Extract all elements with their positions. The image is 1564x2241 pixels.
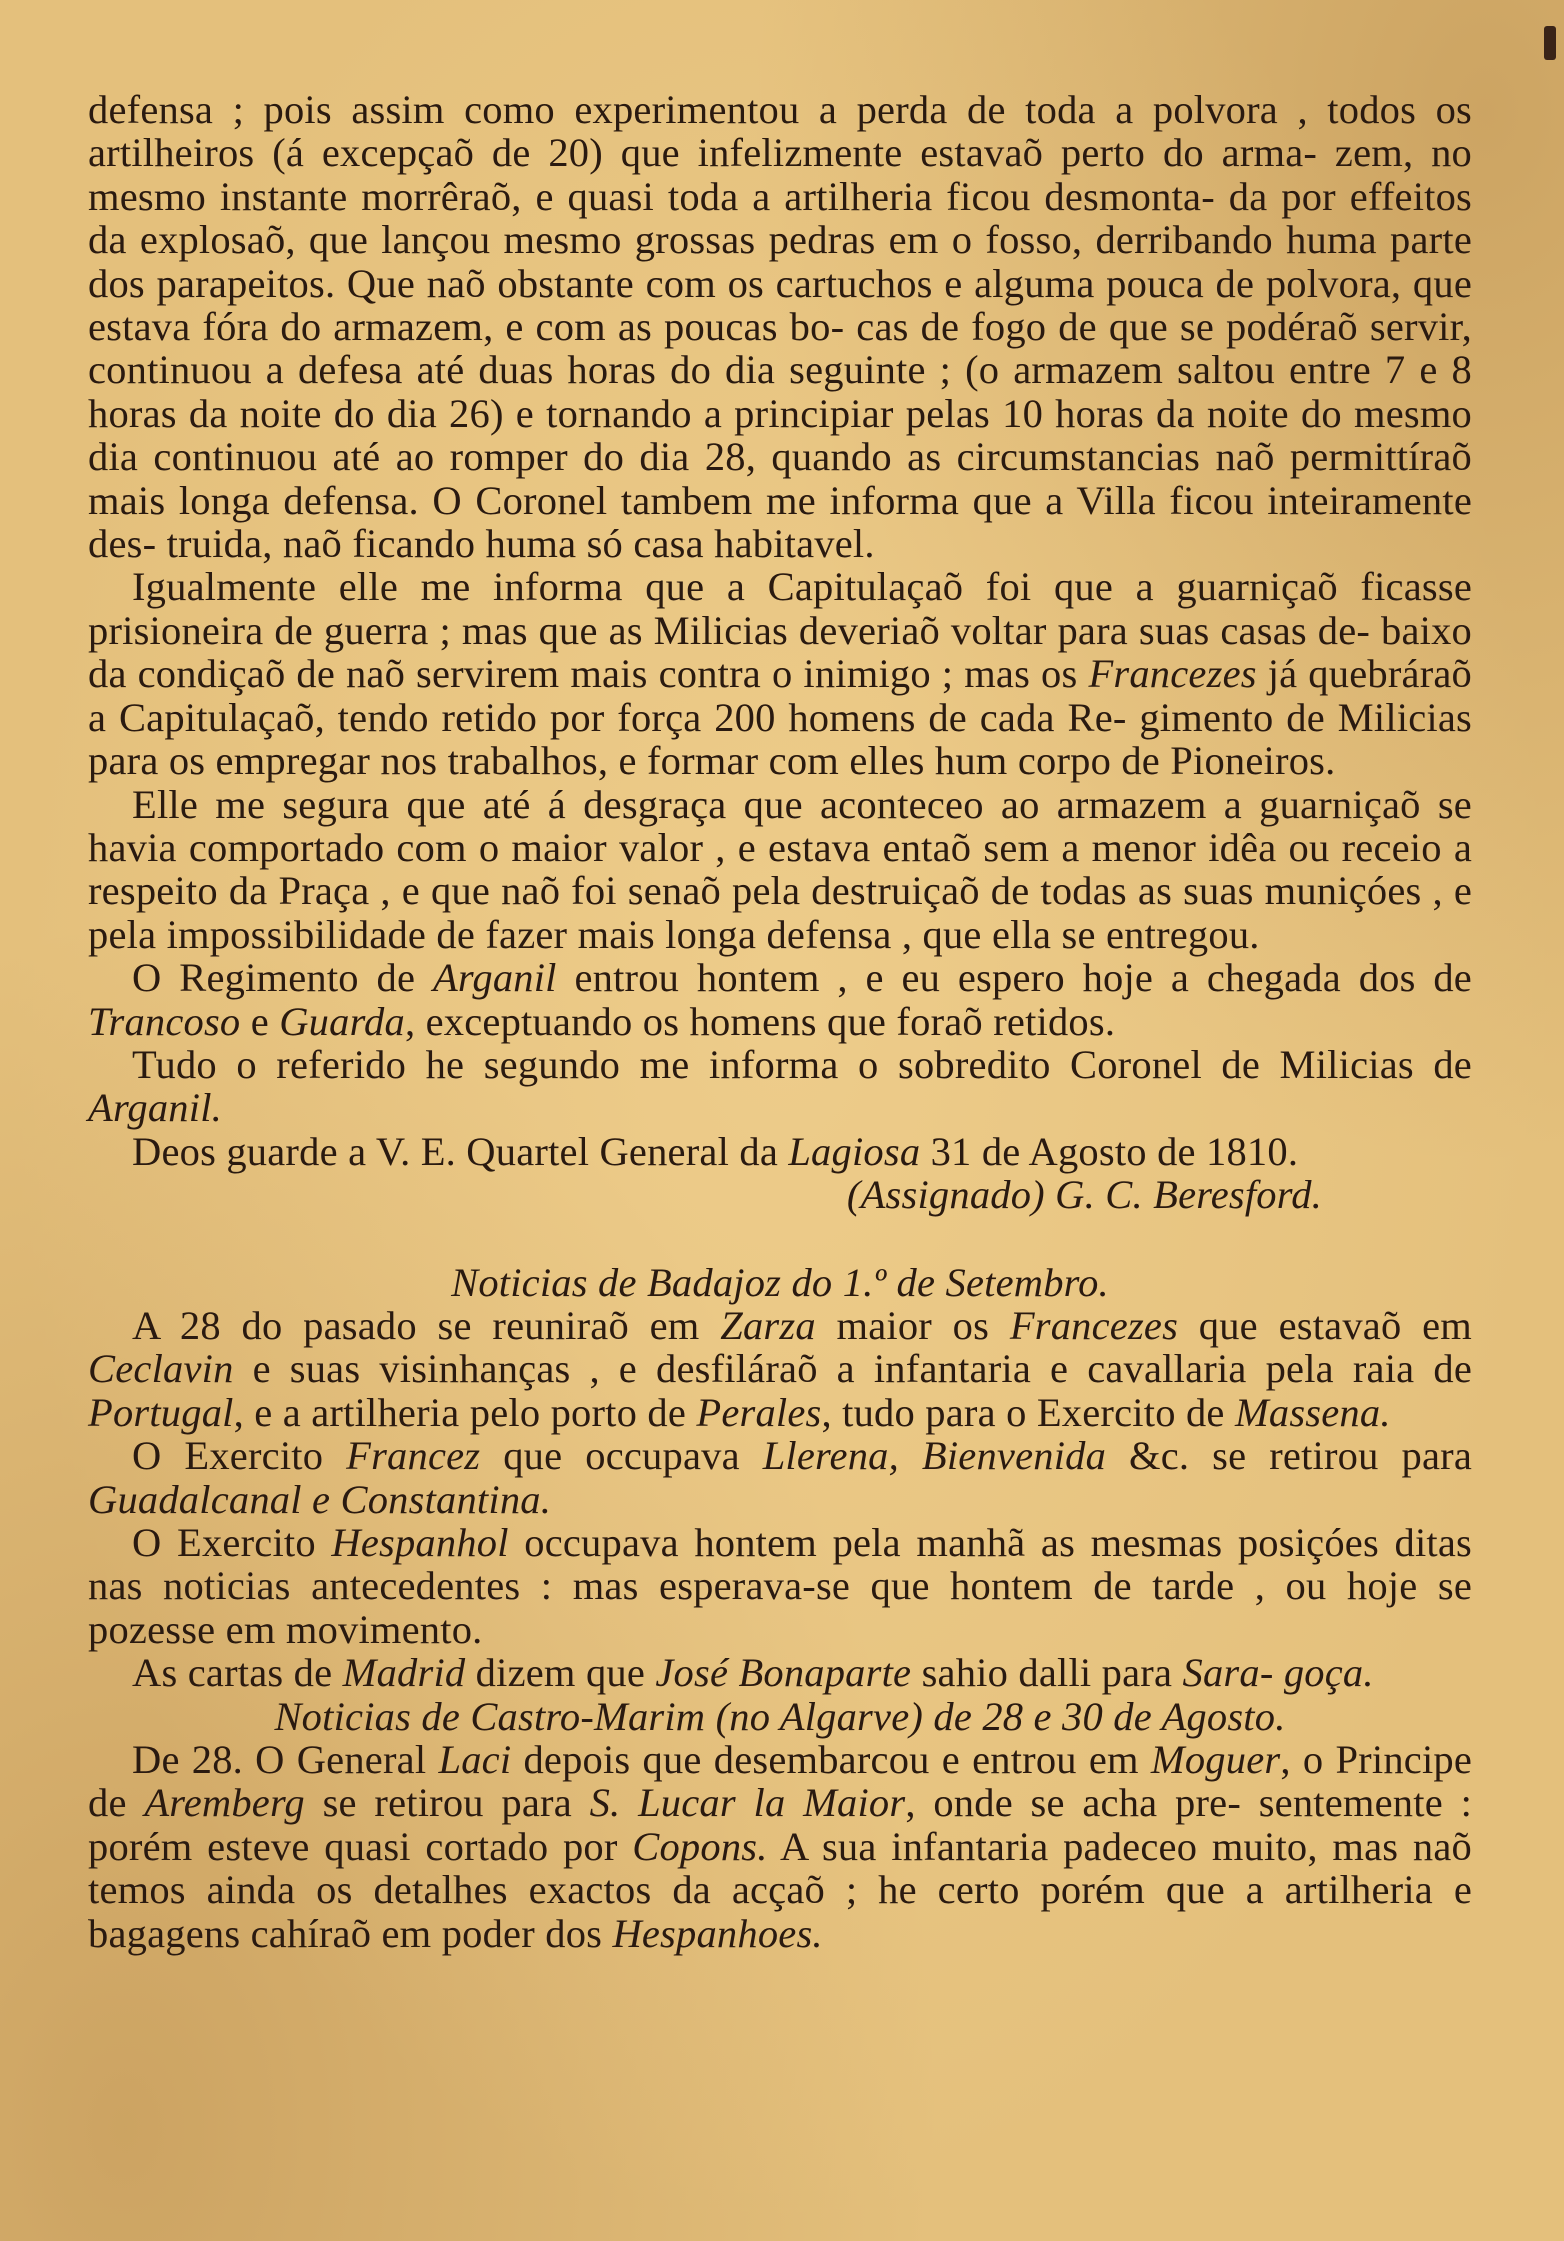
text: A sua infantaria padeceo [780, 1823, 1198, 1869]
italic-name: Massena. [1234, 1389, 1391, 1435]
text: de [1433, 1041, 1472, 1087]
text: 31 de Agosto de 1810. [930, 1128, 1299, 1174]
italic-name: Arganil. [88, 1085, 222, 1131]
signature-text: (Assignado) G. C. Beresford. [846, 1172, 1322, 1218]
italic-name: Trancoso [88, 998, 241, 1044]
text: entrou hontem , e eu espero hoje a chegada dos [574, 955, 1416, 1001]
italic-name: Guadalcanal e Constantina. [88, 1476, 552, 1522]
paragraph-madrid [88, 1651, 1472, 1694]
text: que a artilheria e bagagens cahíraõ em poder dos [88, 1867, 1473, 1956]
text: muito, mas naõ temos ainda os detalhes exactos da acçaõ ; he certo porém [88, 1823, 1472, 1913]
signature [88, 1173, 1472, 1216]
line: se entregou. [1061, 911, 1260, 957]
italic-name: goça. [1283, 1650, 1374, 1696]
italic-name: Laci [438, 1737, 512, 1783]
text: depois que desembarcou e entrou em [523, 1737, 1139, 1783]
line: baixo da condiçaõ de naõ servirem mais contra o inimigo ; mas os [88, 607, 1473, 697]
paragraph-spanish-army [88, 1521, 1472, 1651]
text: A 28 do pasado se reuniraõ em [132, 1302, 700, 1348]
line: derribando huma parte dos parapeitos. Que naõ obstante com os cartuchos e [88, 217, 1472, 306]
paragraph-zarza [88, 1304, 1472, 1434]
line: da por effeitos da explosaõ, que lançou mesmo grossas pedras em o fosso, [88, 173, 1473, 263]
line: os artilheiros (á excepçaõ de 20) que infelizmente estavaõ perto do arma- [88, 87, 1472, 176]
text: occupava hontem pela manhã as mesmas posiçóes [524, 1520, 1379, 1565]
text: Tudo o referido he segundo me informa o sobredito Coronel de Milicias [132, 1041, 1414, 1087]
line: tornando a principiar pelas 10 horas da noite do mesmo dia continuou até [88, 390, 1473, 480]
line: dia seguinte ; (o armazem saltou entre 7 e 8 horas da noite do dia 26) e [88, 347, 1472, 436]
italic-name: Francez [346, 1433, 481, 1479]
line: alguma pouca de polvora, que estava fóra do armazem, e com as poucas bo- [88, 260, 1472, 350]
text: que estavaõ em [1198, 1302, 1473, 1348]
line: corpo de Pioneiros. [1017, 738, 1336, 784]
line: defensa ; pois assim como experimentou a perda de toda a polvora , todos [88, 87, 1417, 132]
italic-name: Madrid [342, 1650, 466, 1696]
italic-name: Sara- [1182, 1650, 1274, 1696]
line: havia comportado com o maior valor , e estava entaõ sem a menor idêa ou [88, 824, 1330, 870]
text: de [1433, 955, 1472, 1001]
line: prisioneira de guerra ; mas que as Milicias deveriaõ voltar para suas casas de- [88, 607, 1371, 653]
text: Principe de [88, 1737, 1473, 1826]
text: &c. se retirou para [1129, 1433, 1473, 1479]
section-title-castro-marim: Noticias de Castro-Marim (no Algarve) de 28 e 30 de Agosto. [274, 1693, 1286, 1739]
paragraph-laci [88, 1738, 1472, 1955]
text: , tudo para o Exercito de [821, 1389, 1225, 1435]
page-corner-mark [1544, 26, 1556, 60]
text: De 28. O General [132, 1737, 427, 1783]
italic-name: Perales [696, 1389, 822, 1435]
italic-name: Aremberg [144, 1780, 305, 1826]
italic-name: Portugal [88, 1389, 234, 1435]
line: cas de fogo de que se podéraõ servir, continuou a defesa até duas horas do [88, 304, 1472, 393]
italic-name: Hespanhol [331, 1520, 509, 1565]
paragraph-garrison [88, 783, 1472, 957]
paragraph-referido [88, 1043, 1472, 1130]
text: , onde se acha pre- [905, 1780, 1242, 1826]
line: defensa. O Coronel tambem me informa que a Villa ficou inteiramente des- [88, 477, 1473, 567]
italic-name: S. Lucar la Maior [589, 1780, 906, 1826]
text: sahio dalli para [921, 1650, 1173, 1696]
text: Deos guarde a V. E. Quartel General da [132, 1128, 778, 1174]
italic-name: Francezes [1009, 1302, 1179, 1348]
line: zem, no mesmo instante morrêraõ, e quasi toda a artilheria ficou desmonta- [88, 130, 1472, 219]
text: e suas visinhanças , e desfiláraõ a infantaria e cavallaria pela raia [252, 1346, 1415, 1392]
text: maior os [836, 1302, 990, 1348]
line: Elle me segura que até á desgraça que aconteceo ao armazem a guarniçaõ se [132, 781, 1472, 827]
line: receio a respeito da Praça , e que naõ foi senaõ pela destruiçaõ de todas as [88, 824, 1473, 914]
italic-name: Hespanhoes. [612, 1910, 823, 1956]
text: , e a artilheria pelo porto de [233, 1389, 687, 1435]
italic-name: Ceclavin [88, 1346, 234, 1392]
line: truida, naõ ficando huma só casa habitavel. [166, 521, 875, 567]
text: sentemente : porém esteve quasi cortado por [88, 1780, 1473, 1869]
text: , o [1280, 1737, 1324, 1783]
text: ditas nas noticias antecedentes : mas esperava-se que hontem de tarde , ou [88, 1520, 1473, 1609]
text: se retirou para [322, 1780, 572, 1826]
text: O Exercito [132, 1520, 316, 1565]
italic-name: Moguer [1150, 1737, 1281, 1783]
line: gimento de Milicias para os empregar nos trabalhos, e formar com elles hum [88, 694, 1472, 784]
text: As cartas de [132, 1650, 333, 1696]
italic-name: Francezes [1088, 651, 1257, 697]
italic-name: Llerena, [762, 1433, 899, 1479]
italic-name: Bienvenida [921, 1433, 1107, 1479]
italic-name: Arganil [432, 955, 557, 1001]
paragraph-defense [88, 88, 1472, 565]
text: , exceptuando os homens que foraõ retidos. [404, 998, 1116, 1044]
document-body [88, 88, 1472, 1955]
text: que occupava [503, 1433, 740, 1479]
italic-name: José Bonaparte [655, 1650, 912, 1696]
text: O Exercito [132, 1433, 324, 1479]
paragraph-closing [88, 1130, 1472, 1173]
italic-name: Guarda [279, 998, 405, 1044]
paragraph-capitulation [88, 565, 1472, 782]
text: O Regimento de [132, 955, 416, 1001]
section-title-badajoz: Noticias de Badajoz do 1.º de Setembro. [451, 1259, 1109, 1305]
line: ao romper do dia 28, quando as circumstancias naõ permittíraõ mais longa [88, 434, 1472, 523]
italic-name: Zarza [720, 1302, 816, 1348]
paragraph-french-army [88, 1434, 1472, 1521]
text: e [250, 998, 269, 1044]
line: já quebráraõ a Capitulaçaõ, tendo retido por força 200 homens de cada Re- [88, 651, 1473, 740]
paragraph-regiment [88, 956, 1472, 1043]
text: hoje se pozesse em movimento. [88, 1563, 1472, 1652]
italic-name: Lagiosa [788, 1128, 921, 1174]
line: suas muniçóes , e pela impossibilidade de fazer mais longa defensa , que ella [88, 868, 1473, 957]
text: de [1433, 1346, 1473, 1392]
italic-name: Copons. [632, 1823, 768, 1869]
line: Igualmente elle me informa que a Capitulaçaõ foi que a guarniçaõ ficasse [132, 564, 1472, 610]
text: dizem que [475, 1650, 646, 1696]
